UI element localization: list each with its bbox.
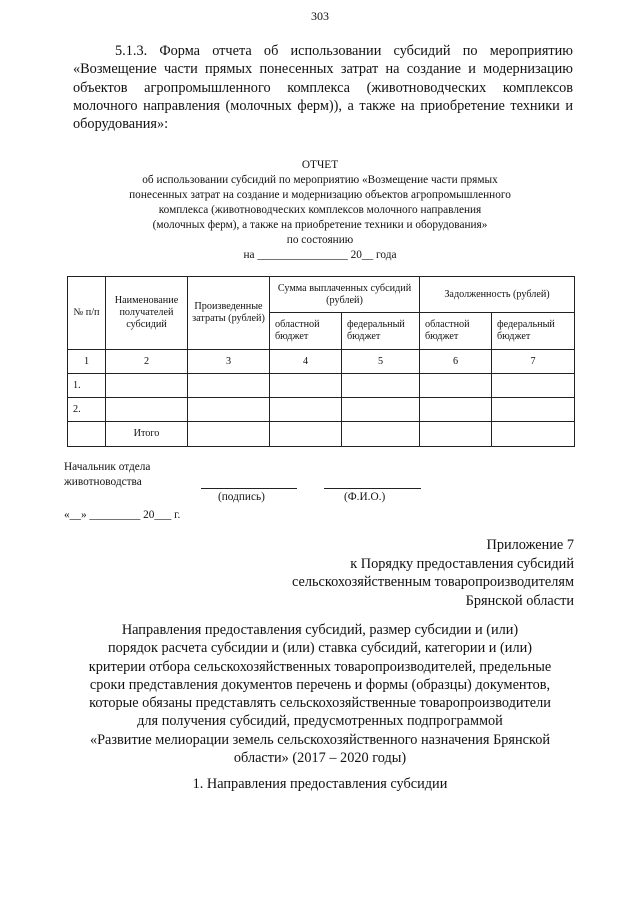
table-total-row xyxy=(68,422,575,447)
table-row xyxy=(68,398,575,422)
row-number: 2. xyxy=(68,398,106,422)
table-cell xyxy=(342,374,420,398)
header-paid: Сумма выплаченных субсидий (рублей) xyxy=(270,277,420,313)
header-debt: Задолженность (рублей) xyxy=(420,277,575,313)
report-subtitle-line: по состоянию xyxy=(286,234,354,246)
table-cell xyxy=(106,398,188,422)
header-debt-federal: федеральный бюджет xyxy=(492,313,575,350)
appendix-block xyxy=(214,536,574,610)
report-title: ОТЧЕТ xyxy=(301,159,339,171)
header-paid-federal: федеральный бюджет xyxy=(342,313,420,350)
table-row xyxy=(68,374,575,398)
table-cell xyxy=(492,422,575,447)
table-cell xyxy=(188,398,270,422)
section-heading: 1. Направления предоставления субсидии xyxy=(192,776,448,792)
header-costs: Произведенные затраты (рублей) xyxy=(188,277,270,350)
table-cell xyxy=(270,398,342,422)
table-cell xyxy=(420,398,492,422)
appendix-line: Приложение 7 xyxy=(486,537,574,553)
col-number: 2 xyxy=(106,350,188,374)
table-cell xyxy=(492,398,575,422)
directions-heading xyxy=(70,621,570,767)
directions-line: для получения субсидий, предусмотренных подпрограммой xyxy=(137,713,503,730)
directions-line: сроки представления документов перечень и формы (образцы) документов, xyxy=(89,676,551,693)
header-paid-regional: областной бюджет xyxy=(270,313,342,350)
table-cell xyxy=(188,374,270,398)
table-cell xyxy=(68,422,106,447)
appendix-line: Брянской области xyxy=(465,592,574,609)
col-number: 4 xyxy=(270,350,342,374)
appendix-line: сельскохозяйственным товаропроизводителям xyxy=(292,574,574,590)
table-cell xyxy=(342,398,420,422)
directions-line: которые обязаны представлять сельскохозяйственные товаропроизводители xyxy=(89,695,551,712)
name-caption: (Ф.И.О.) xyxy=(344,491,386,503)
signer-position-line1: Начальник отдела xyxy=(64,461,151,473)
intro-paragraph xyxy=(73,42,573,133)
signature-line xyxy=(201,488,297,489)
report-subtitle-line: об использовании субсидий по мероприятию «Возмещение части прямых xyxy=(142,174,498,186)
table-cell xyxy=(342,422,420,447)
col-number: 6 xyxy=(420,350,492,374)
appendix-line: к Порядку предоставления субсидий xyxy=(350,555,574,572)
report-subtitle-line: (молочных ферм), а также на приобретение техники и оборудования» xyxy=(152,219,488,231)
col-number: 5 xyxy=(342,350,420,374)
header-debt-regional: областной бюджет xyxy=(420,313,492,350)
page-number: 303 xyxy=(311,9,329,23)
name-line xyxy=(324,488,421,489)
col-number: 1 xyxy=(68,350,106,374)
directions-line: области» (2017 – 2020 годы) xyxy=(233,750,407,767)
table-cell xyxy=(106,374,188,398)
table-cell xyxy=(420,422,492,447)
col-number: 7 xyxy=(492,350,575,374)
header-name: Наименование получателей субсидий xyxy=(106,277,188,350)
total-label: Итого xyxy=(106,422,188,447)
directions-line: Направления предоставления субсидий, размер субсидии и (или) xyxy=(121,622,519,638)
row-number: 1. xyxy=(68,374,106,398)
intro-rest: «Возмещение части прямых понесенных затрат на создание и модернизацию объектов агропромышленного комплекса (животноводческих комплексов молочного направления (молочных ферм)), а также на приобретение техники и оборудования»: xyxy=(73,61,573,133)
table-cell xyxy=(270,422,342,447)
signature-caption: (подпись) xyxy=(218,491,265,503)
header-num: № п/п xyxy=(68,277,106,350)
table-cell xyxy=(188,422,270,447)
signature-date: «__» _________ 20___ г. xyxy=(64,509,181,521)
signer-position-line2: животноводства xyxy=(64,476,142,488)
directions-line: «Развитие мелиорации земель сельскохозяйственного назначения Брянской xyxy=(89,731,551,748)
report-table xyxy=(67,276,575,447)
report-subtitle-line: комплекса (животноводческих комплексов молочного направления xyxy=(158,204,482,216)
directions-line: порядок расчета субсидии и (или) ставка субсидий, категории и (или) xyxy=(108,640,532,657)
report-date-line: на ________________ 20__ года xyxy=(243,249,397,261)
table-cell xyxy=(492,374,575,398)
table-cell xyxy=(420,374,492,398)
intro-first-line: 5.1.3. Форма отчета об использовании субсидий по мероприятию xyxy=(115,43,573,59)
report-subtitle-line: понесенных затрат на создание и модернизацию объектов агропромышленного xyxy=(129,189,511,201)
table-cell xyxy=(270,374,342,398)
col-number: 3 xyxy=(188,350,270,374)
directions-line: критерии отбора сельскохозяйственных товаропроизводителей, предельные xyxy=(88,658,552,675)
